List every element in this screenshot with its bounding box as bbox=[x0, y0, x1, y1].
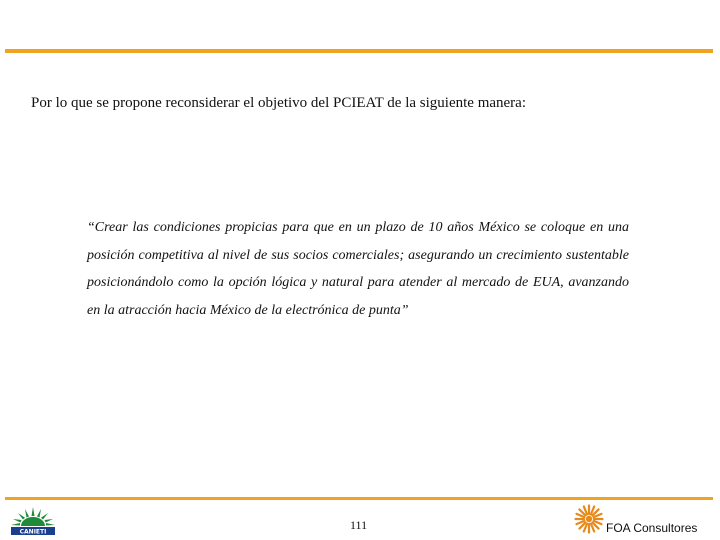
svg-text:CANIETI: CANIETI bbox=[19, 528, 47, 536]
foa-consultores-brand: FOA Consultores bbox=[606, 521, 698, 535]
intro-paragraph: Por lo que se propone reconsiderar el objetivo del PCIEAT de la siguiente manera: bbox=[31, 95, 526, 111]
top-accent-rule bbox=[5, 49, 713, 53]
objective-quote: “Crear las condiciones propicias para que en un plazo de 10 años México se coloque en una posición competitiva al nivel de sus socios comerciales; asegurando un crecimiento sustentable posicionándolo como la opción lógica y natural para atender al mercado de EUA, avanzando en la atracción hacia México de la electrónica de punta” bbox=[87, 220, 629, 318]
foa-sun-logo bbox=[574, 504, 604, 534]
bottom-accent-rule bbox=[5, 497, 713, 500]
page-number: 111 bbox=[350, 518, 368, 532]
canieti-logo bbox=[8, 504, 58, 536]
